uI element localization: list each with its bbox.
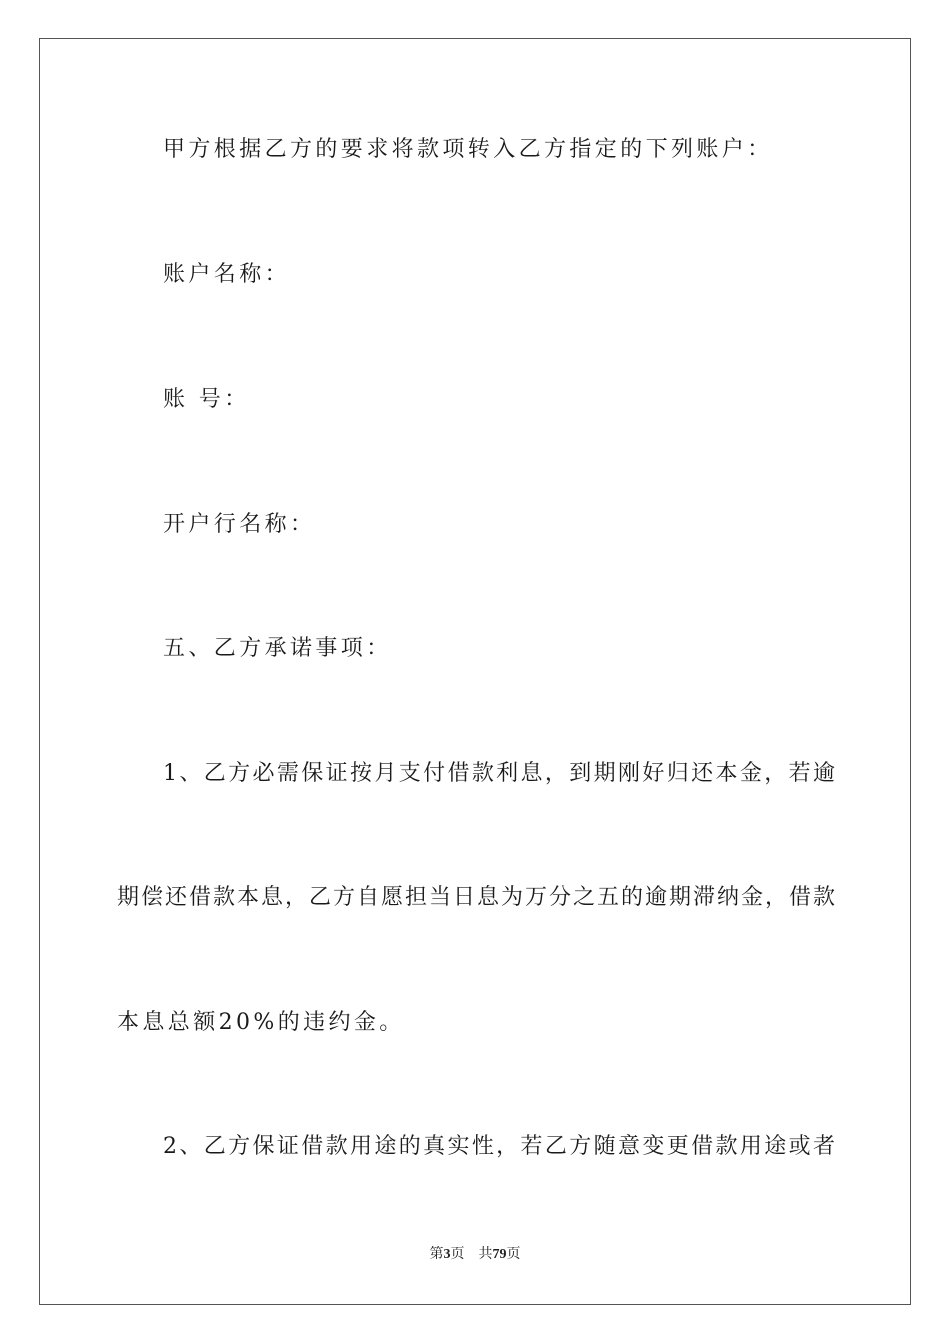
footer-total-pages: 79 (492, 1247, 507, 1262)
paragraph-clause-2-line-1: 2、乙方保证借款用途的真实性，若乙方随意变更借款用途或者 (163, 1134, 835, 1159)
paragraph-clause-1-line-1: 1、乙方必需保证按月支付借款利息，到期刚好归还本金，若逾 (163, 761, 835, 786)
footer-page-prefix: 第 (429, 1247, 444, 1262)
footer-page-suffix: 页 (450, 1247, 465, 1262)
page-frame (39, 38, 911, 1305)
paragraph-clause-1-line-2: 期偿还借款本息，乙方自愿担当日息为万分之五的逾期滞纳金，借款 (117, 885, 835, 910)
section-heading-borrower-commitments: 五、乙方承诺事项： (163, 636, 392, 661)
page-footer (0, 1245, 950, 1265)
footer-total-suffix: 页 (506, 1247, 521, 1262)
paragraph-clause-1-line-3: 本息总额20%的违约金。 (117, 1010, 405, 1035)
paragraph-account-intro: 甲方根据乙方的要求将款项转入乙方指定的下列账户： (163, 137, 773, 162)
paragraph-bank-name: 开户行名称： (163, 512, 316, 537)
paragraph-account-name: 账户名称： (163, 262, 291, 287)
footer-page-number: 3 (443, 1247, 451, 1262)
footer-total-prefix: 共 (478, 1247, 493, 1262)
paragraph-account-number: 账 号： (163, 387, 250, 412)
